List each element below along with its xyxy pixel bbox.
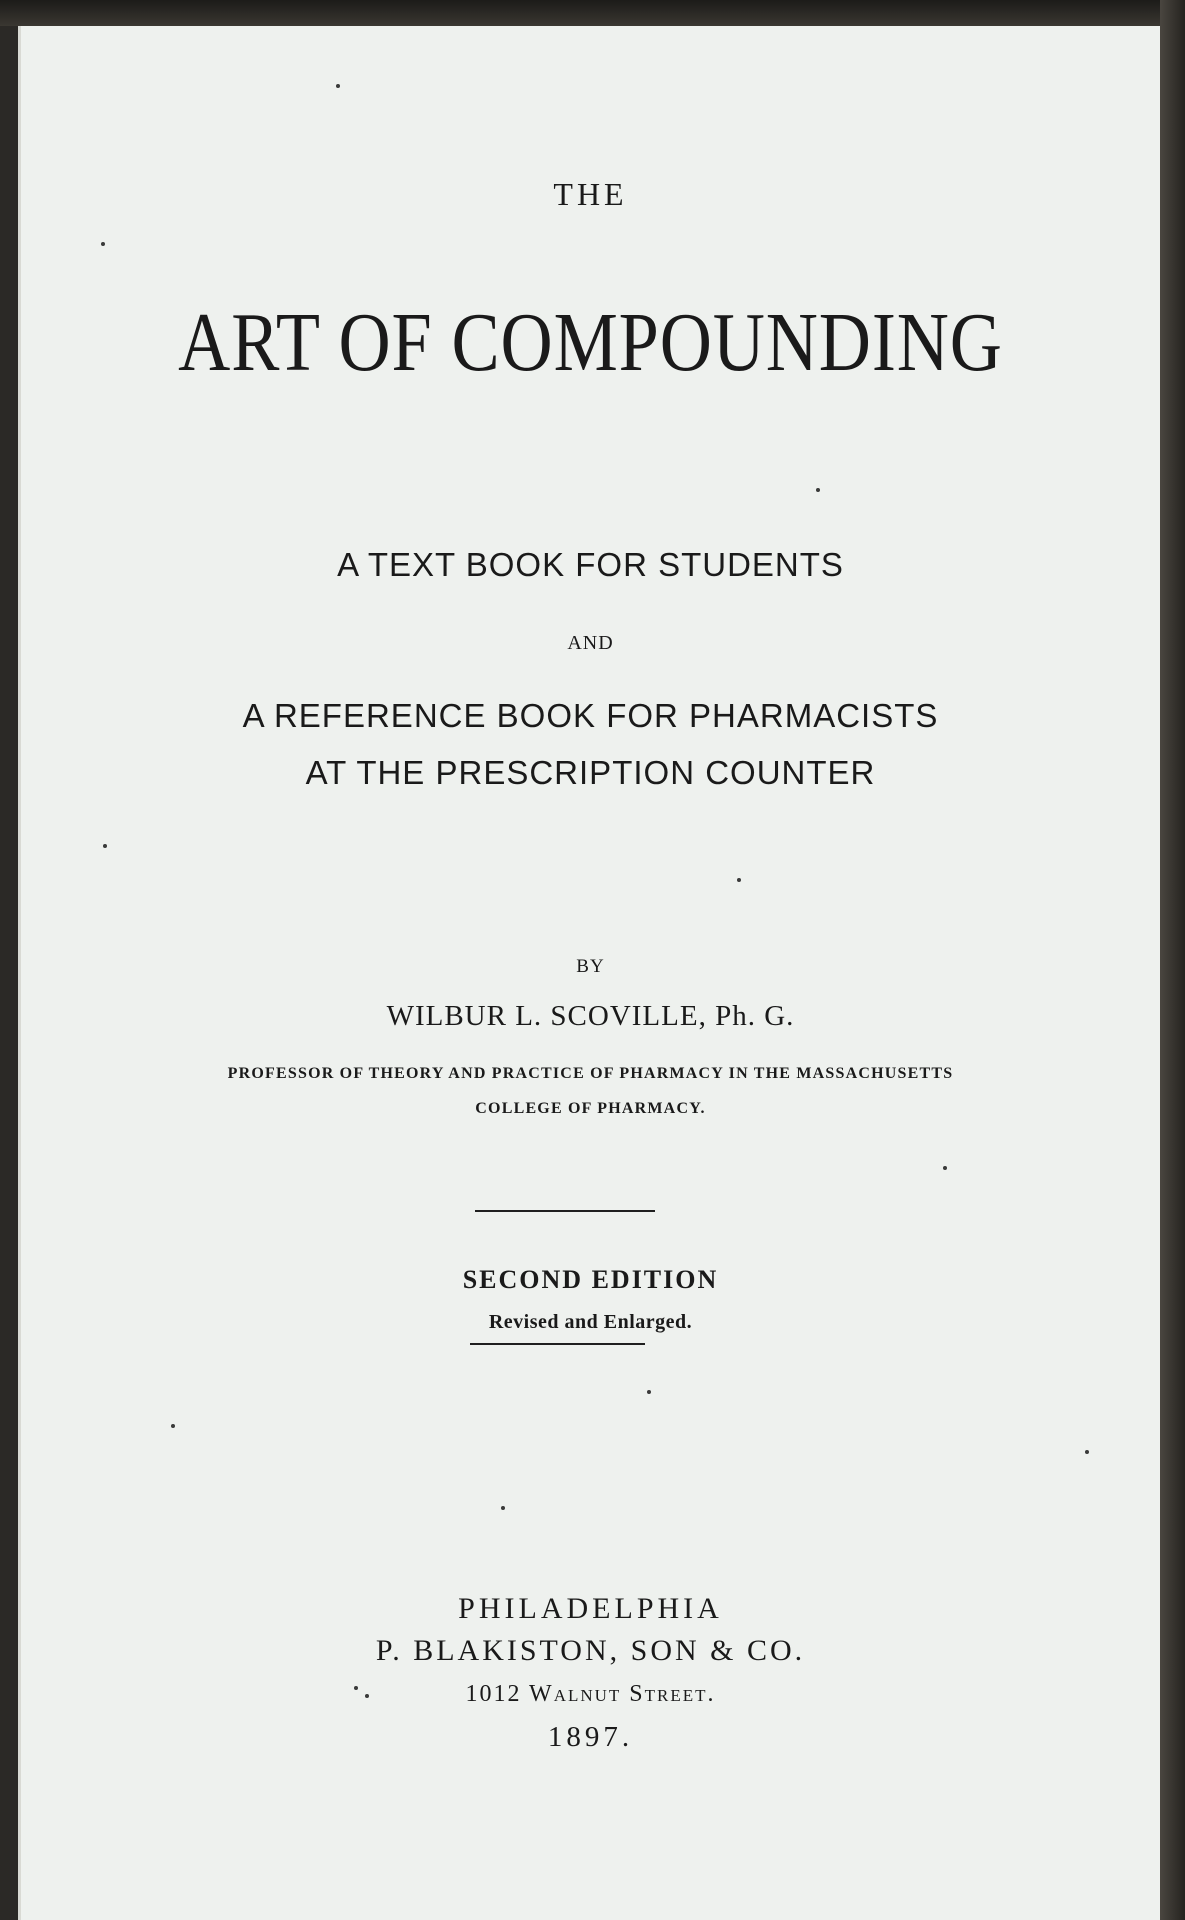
paper-speck [943, 1166, 947, 1170]
paper-speck [1085, 1450, 1089, 1454]
pre-title: THE [553, 176, 628, 212]
edition-note: Revised and Enlarged. [488, 1311, 693, 1333]
publisher-city: PHILADELPHIA [458, 1592, 723, 1625]
paper-speck [354, 1686, 358, 1690]
paper-speck [816, 488, 820, 492]
paper-speck [501, 1506, 505, 1510]
author-name: WILBUR L. SCOVILLE, Ph. G. [386, 1000, 795, 1032]
subtitle-line-1: A TEXT BOOK FOR STUDENTS [337, 546, 844, 583]
author-title-line-1: PROFESSOR OF THEORY AND PRACTICE OF PHARMACY IN THE MASSACHUSETTS [227, 1065, 954, 1082]
paper-speck [647, 1390, 651, 1394]
edition-label: SECOND EDITION [462, 1265, 719, 1294]
paper-speck [103, 844, 107, 848]
paper-speck [336, 84, 340, 88]
publication-year: 1897. [547, 1721, 634, 1753]
subtitle-line-3: AT THE PRESCRIPTION COUNTER [305, 754, 876, 791]
title-page [18, 26, 1160, 1920]
paper-speck [101, 242, 105, 246]
divider-top [475, 1210, 655, 1212]
paper-speck [171, 1424, 175, 1428]
paper-speck [737, 878, 741, 882]
by-line: BY [576, 956, 605, 977]
book-top-edge [0, 0, 1185, 26]
divider-bottom [470, 1343, 645, 1345]
publisher-address: 1012 Walnut Street. [465, 1681, 716, 1707]
author-title-line-2: COLLEGE OF PHARMACY. [475, 1100, 706, 1117]
publisher-name: P. BLAKISTON, SON & CO. [375, 1634, 806, 1667]
subtitle-line-2: A REFERENCE BOOK FOR PHARMACISTS [242, 697, 939, 734]
book-spine-edge [1160, 0, 1185, 1920]
paper-speck [365, 1694, 369, 1698]
book-title: ART OF COMPOUNDING [178, 296, 1003, 389]
subtitle-conjunction: AND [567, 632, 614, 654]
